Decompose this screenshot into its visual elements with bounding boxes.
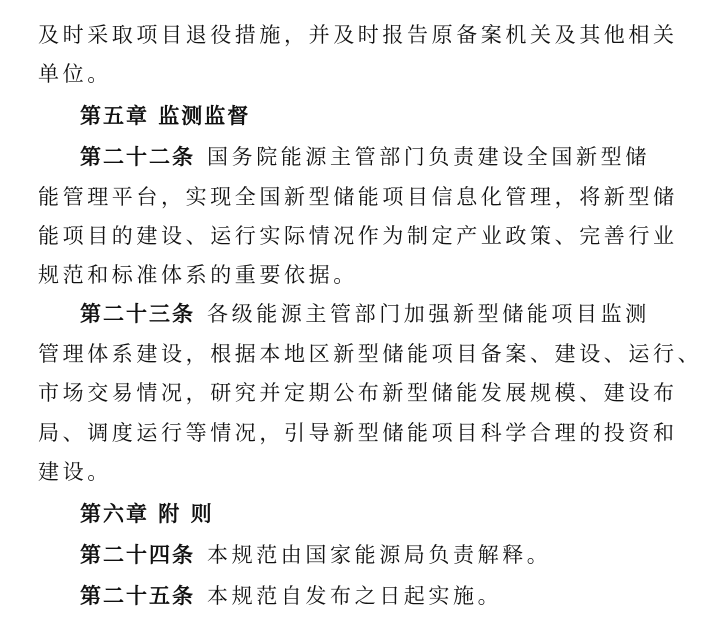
chapter-title: 第五章 监测监督 <box>80 104 251 128</box>
article-label: 第二十五条 <box>80 584 195 608</box>
paragraph-line: 各级能源主管部门加强新型储能项目监测 <box>207 302 650 326</box>
paragraph-line: 及时采取项目退役措施，并及时报告原备案机关及其他相关 <box>38 23 678 47</box>
article-25-line <box>80 583 502 609</box>
article-label: 第二十二条 <box>80 145 195 169</box>
paragraph-line: 规范和标准体系的重要依据。 <box>38 263 358 287</box>
article-23-first-line <box>80 301 650 327</box>
article-24-line <box>80 542 551 568</box>
paragraph-line: 建设。 <box>38 460 112 484</box>
paragraph-line: 能项目的建设、运行实际情况作为制定产业政策、完善行业 <box>38 224 678 248</box>
paragraph-line: 能管理平台，实现全国新型储能项目信息化管理，将新型储 <box>38 185 678 209</box>
paragraph-line: 市场交易情况，研究并定期公布新型储能发展规模、建设布 <box>38 381 678 405</box>
paragraph-line: 单位。 <box>38 62 112 86</box>
paragraph-line: 本规范由国家能源局负责解释。 <box>207 543 552 567</box>
chapter-title: 第六章 附 则 <box>80 502 214 526</box>
article-22-first-line <box>80 144 650 170</box>
paragraph-line: 本规范自发布之日起实施。 <box>207 584 503 608</box>
article-label: 第二十三条 <box>80 302 195 326</box>
paragraph-line: 国务院能源主管部门负责建设全国新型储 <box>207 145 650 169</box>
paragraph-line: 管理体系建设，根据本地区新型储能项目备案、建设、运行、 <box>38 342 702 366</box>
paragraph-line: 局、调度运行等情况，引导新型储能项目科学合理的投资和 <box>38 421 678 445</box>
article-label: 第二十四条 <box>80 543 195 567</box>
